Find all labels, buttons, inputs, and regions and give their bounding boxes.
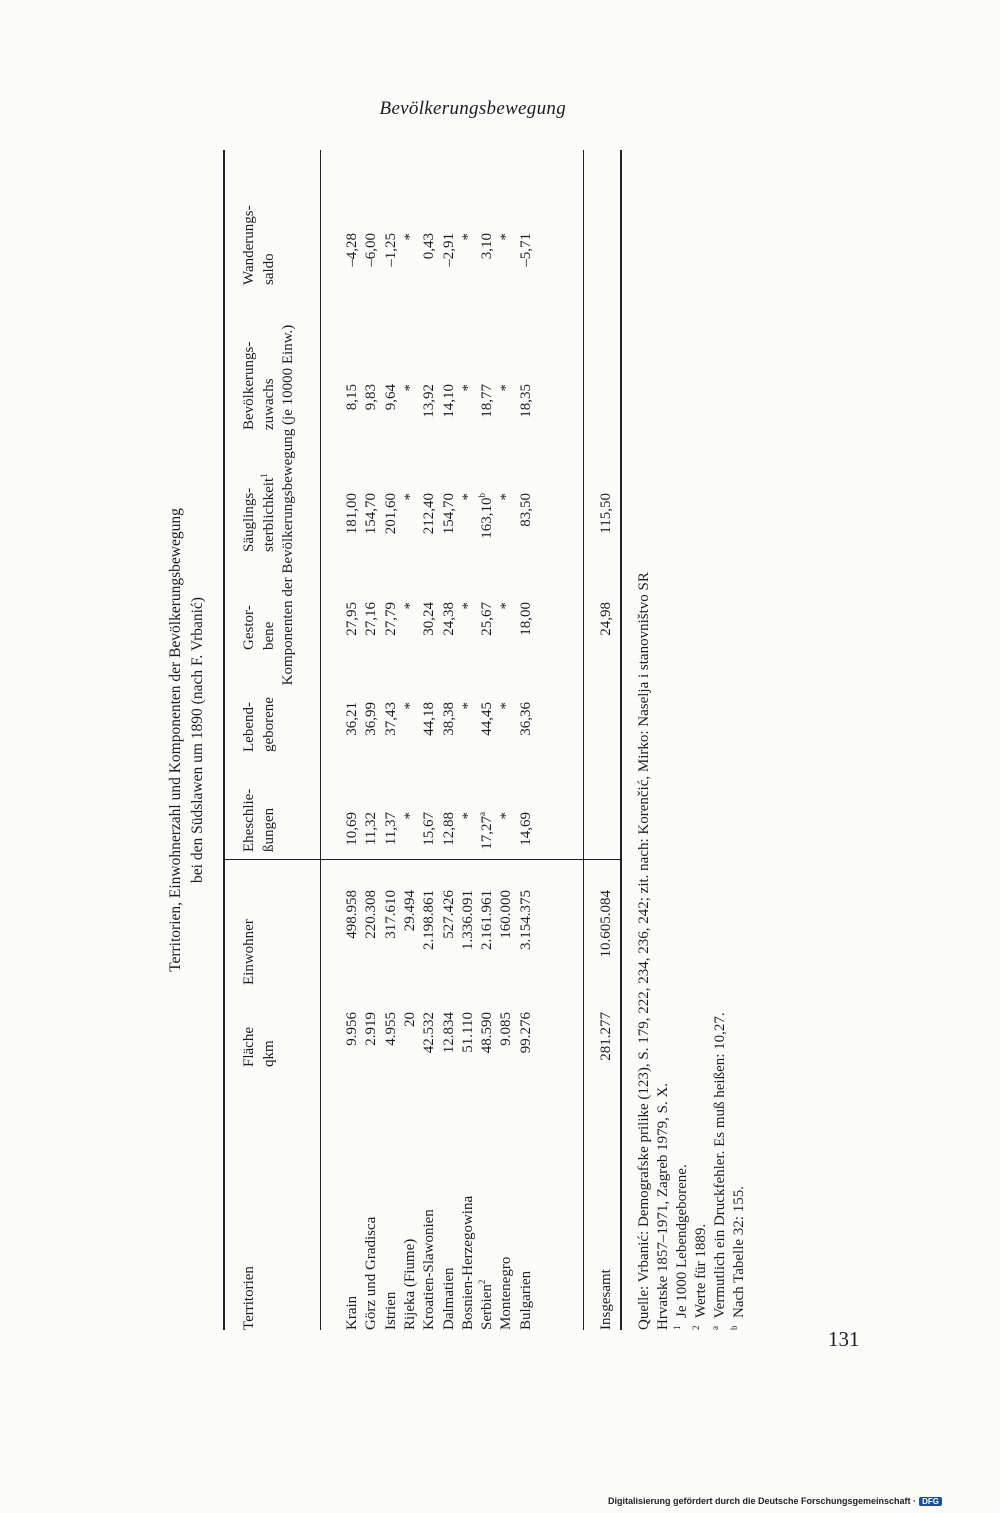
- cell-value: 9.956: [344, 1012, 360, 1046]
- cell-wand: [497, 233, 516, 320]
- cell-ehe: [401, 812, 420, 860]
- cell-einwohner: [478, 890, 497, 1000]
- cell-value: 36,99: [363, 702, 380, 736]
- footnote-mark: 2: [477, 1279, 488, 1285]
- cell-saeug: [382, 493, 401, 560]
- cell-value: 12.834: [440, 1012, 457, 1054]
- cell-value: 12,88: [440, 812, 457, 846]
- cell-flaeche: [497, 1012, 516, 1080]
- cell-ehe: [478, 812, 497, 860]
- header-gest-line2: bene: [261, 621, 277, 650]
- row-label: [440, 1268, 459, 1330]
- row-label: [517, 1271, 536, 1330]
- cell-value: 51.110: [459, 1012, 476, 1053]
- cell-value: –4,28: [344, 233, 360, 267]
- cell-gest: [459, 602, 478, 660]
- cell-wand: [459, 233, 478, 320]
- cell-value: 27,79: [382, 602, 399, 636]
- cell-value: 0,43: [421, 233, 438, 260]
- cell-gest: [420, 602, 439, 660]
- cell-einwohner: [382, 890, 401, 1000]
- running-head: Bevölkerungsbewegung: [379, 98, 566, 119]
- cell-value: 17,27: [479, 816, 496, 850]
- cell-saeug: [497, 493, 516, 560]
- cell-value: 154,70: [440, 493, 457, 535]
- cell-ehe: [459, 812, 478, 860]
- footnote-b: [730, 150, 749, 1330]
- row-label-text: Kroatien-Slawonien: [421, 1209, 438, 1330]
- cell-value: –1,25: [382, 233, 399, 267]
- footnote-b-text: Nach Tabelle 32: 155.: [731, 1186, 747, 1318]
- header-gest-line1: Gestor-: [241, 605, 257, 650]
- cell-value: 154,70: [363, 493, 380, 535]
- cell-value: 44,18: [421, 702, 438, 736]
- cell-gest: [517, 602, 536, 660]
- cell-einwohner: [459, 890, 478, 1000]
- row-label: [459, 1196, 478, 1330]
- cell-einwohner: [517, 890, 536, 1000]
- cell-zuw: [362, 384, 381, 450]
- footnote-1: [673, 150, 692, 1330]
- cell-ehe: [497, 812, 516, 860]
- header-territorien: Territorien: [241, 1266, 257, 1330]
- cell-value: 11,37: [382, 812, 399, 846]
- cell-gest: [497, 602, 516, 660]
- cell-value: 14,10: [440, 384, 457, 418]
- cell-value: 14,69: [517, 812, 534, 846]
- cell-leb: [420, 702, 439, 760]
- cell-gest: [440, 602, 459, 660]
- cell-value: 1.336.091: [459, 890, 476, 950]
- cell-saeug: [343, 493, 362, 560]
- row-label: [343, 1296, 362, 1330]
- dfg-logo: DFG: [919, 1497, 942, 1506]
- cell-value: 24,38: [440, 602, 457, 636]
- cell-value: *: [459, 602, 476, 610]
- cell-value: 201,60: [382, 493, 399, 535]
- cell-einwohner: [343, 890, 362, 1000]
- cell-value: 3,10: [479, 233, 496, 260]
- row-label-text: Bosnien-Herzegowina: [459, 1195, 476, 1330]
- header-ehe: [239, 789, 279, 852]
- row-label: [478, 1280, 497, 1330]
- cell-value: 15,67: [421, 812, 438, 846]
- cell-value: 37,43: [382, 702, 399, 736]
- cell-zuw: [459, 384, 478, 450]
- cell-value: *: [401, 233, 418, 241]
- cell-flaeche: [401, 1012, 420, 1080]
- header-gest: [239, 605, 279, 650]
- header-zuw-line1: Bevölkerungs-: [241, 341, 257, 430]
- cell-value: 8,15: [344, 384, 360, 411]
- cell-saeug: [459, 493, 478, 560]
- row-label: [362, 1217, 381, 1330]
- digitization-credit-text: Digitalisierung gefördert durch die Deutsche Forschungsgemeinschaft ·: [608, 1496, 917, 1506]
- cell-value: *: [401, 812, 418, 820]
- cell-leb: [459, 702, 478, 760]
- header-flaeche: [239, 1027, 279, 1067]
- footnote-2: [692, 150, 711, 1330]
- cell-value: 38,38: [440, 702, 457, 736]
- table-notes: [635, 150, 749, 1330]
- header-column-divider: [223, 859, 320, 860]
- cell-value: 9,64: [382, 384, 399, 411]
- header-zuw: [239, 342, 279, 430]
- cell-zuw: [440, 384, 459, 450]
- header-flaeche-line1: Fläche: [241, 1027, 257, 1067]
- row-label: [401, 1239, 420, 1330]
- cell-value: 44,45: [479, 702, 496, 736]
- digitization-credit: [608, 1496, 942, 1506]
- cell-wand: [478, 233, 497, 320]
- cell-value: 13,92: [421, 384, 438, 418]
- cell-value: *: [459, 384, 476, 392]
- cell-flaeche: [440, 1012, 459, 1080]
- cell-wand: [420, 233, 439, 320]
- footnote-a-text: Vermutlich ein Druckfehler. Es muß heißen: 10,27.: [712, 1012, 728, 1319]
- cell-value: *: [401, 702, 418, 710]
- cell-value: 2.161.961: [479, 890, 496, 950]
- header-wand-line2: saldo: [261, 253, 277, 285]
- cell-wand: [440, 233, 459, 320]
- cell-value: 2.198.861: [421, 890, 438, 950]
- top-rule: [223, 150, 225, 1330]
- total-rule: [583, 150, 584, 1330]
- cell-value: 48.590: [479, 1012, 496, 1054]
- header-einwohner: Einwohner: [241, 919, 257, 985]
- header-zuw-line2: zuwachs: [261, 378, 277, 430]
- cell-zuw: [382, 384, 401, 450]
- cell-gest: [478, 602, 497, 660]
- header-leb-line1: Lebend-: [241, 702, 257, 752]
- cell-value: *: [401, 493, 418, 501]
- footnote-a-mark: a: [710, 1326, 720, 1330]
- cell-leb: [517, 702, 536, 760]
- cell-zuw: [343, 384, 362, 450]
- source-line-2: Hrvatske 1857–1971, Zagreb 1979, S. X.: [655, 1082, 671, 1330]
- cell-value: *: [498, 602, 515, 610]
- row-label: [382, 1292, 401, 1330]
- cell-zuw: [497, 384, 516, 450]
- cell-leb: [343, 702, 362, 760]
- cell-value: 18,35: [517, 384, 534, 418]
- cell-zuw: [517, 384, 536, 450]
- header-saeug-footnote-mark: 1: [259, 473, 269, 478]
- cell-value: 498.958: [344, 890, 360, 939]
- cell-saeug: [420, 493, 439, 560]
- cell-wand: [362, 233, 381, 320]
- cell-einwohner: [401, 890, 420, 1000]
- cell-wand: [382, 233, 401, 320]
- cell-zuw: [420, 384, 439, 450]
- cell-value: 10,69: [344, 812, 360, 846]
- cell-saeug: [517, 493, 536, 560]
- rotated-table-block: [165, 150, 815, 1330]
- header-leb: [239, 697, 279, 752]
- total-gest: 24,98: [598, 602, 614, 636]
- footnote-2-text: Werte für 1889.: [693, 1223, 709, 1318]
- cell-value: 3.154.375: [517, 890, 534, 950]
- cell-saeug: [440, 493, 459, 560]
- title-line-1: Territorien, Einwohnerzahl und Komponenten der Bevölkerungsbewegung: [167, 508, 184, 972]
- cell-saeug: [362, 493, 381, 560]
- cell-einwohner: [497, 890, 516, 1000]
- cell-value: 18,00: [517, 602, 534, 636]
- cell-value: 27,16: [363, 602, 380, 636]
- cell-value: –2,91: [440, 233, 457, 267]
- footnote-b-mark: b: [729, 1325, 739, 1330]
- header-komponenten: Komponenten der Bevölkerungsbewegung (je 10000 Einw.): [280, 324, 296, 686]
- header-saeug-line2: [259, 473, 279, 552]
- source-line-1: Quelle: Vrbanić: Demografske prilike (123), S. 179, 222, 234, 236, 242; zit. nach: Korenčić, Mirko: Naselja i stanovništvo SR: [636, 572, 652, 1330]
- cell-ehe: [420, 812, 439, 860]
- header-ehe-line2: ßungen: [261, 807, 277, 852]
- cell-einwohner: [440, 890, 459, 1000]
- row-label-text: Bulgarien: [517, 1270, 534, 1330]
- cell-saeug: [478, 493, 497, 560]
- cell-gest: [401, 602, 420, 660]
- cell-value: *: [401, 602, 418, 610]
- cell-value: *: [459, 233, 476, 241]
- header-saeug-line1: Säuglings-: [241, 487, 257, 552]
- cell-value: –5,71: [517, 233, 534, 267]
- row-label-text: Montenegro: [498, 1256, 515, 1330]
- cell-value: 9,83: [363, 384, 380, 411]
- footnote-mark: b: [477, 493, 488, 498]
- cell-value: *: [459, 493, 476, 501]
- header-leb-line2: geborene: [261, 697, 277, 752]
- cell-saeug: [401, 493, 420, 560]
- cell-value: 181,00: [344, 493, 360, 535]
- cell-value: 220.308: [363, 890, 380, 939]
- table-title: [165, 150, 209, 1330]
- cell-zuw: [478, 384, 497, 450]
- cell-value: 36,36: [517, 702, 534, 736]
- cell-value: *: [498, 493, 515, 501]
- footnote-2-mark: 2: [691, 1325, 701, 1330]
- cell-einwohner: [420, 890, 439, 1000]
- cell-leb: [478, 702, 497, 760]
- cell-leb: [440, 702, 459, 760]
- cell-value: 527.426: [440, 890, 457, 939]
- total-einwohner: 10.605.084: [598, 890, 614, 958]
- cell-value: 212,40: [421, 493, 438, 535]
- cell-value: 163,10: [479, 497, 496, 539]
- total-saeug: 115,50: [598, 493, 614, 534]
- header-ehe-line1: Eheschlie-: [241, 788, 257, 852]
- cell-flaeche: [382, 1012, 401, 1080]
- total-flaeche: 281.277: [598, 1012, 614, 1061]
- cell-value: 99.276: [517, 1012, 534, 1054]
- footnote-mark: a: [477, 812, 488, 816]
- cell-leb: [401, 702, 420, 760]
- cell-leb: [362, 702, 381, 760]
- cell-ehe: [440, 812, 459, 860]
- title-line-2: bei den Südslawen um 1890 (nach F. Vrbanić): [189, 597, 206, 883]
- header-wand-line1: Wanderungs-: [241, 205, 257, 285]
- cell-value: 29.494: [401, 890, 418, 932]
- cell-value: 42.532: [421, 1012, 438, 1054]
- cell-gest: [343, 602, 362, 660]
- cell-value: *: [498, 702, 515, 710]
- cell-value: *: [498, 233, 515, 241]
- row-label-text: Rijeka (Fiume): [401, 1238, 418, 1330]
- cell-value: 9.085: [498, 1012, 515, 1046]
- cell-flaeche: [517, 1012, 536, 1080]
- row-label-text: Görz und Gradisca: [363, 1216, 380, 1330]
- row-label: [497, 1257, 516, 1330]
- cell-wand: [517, 233, 536, 320]
- cell-value: 36,21: [344, 702, 360, 736]
- cell-value: –6,00: [363, 233, 380, 267]
- cell-ehe: [382, 812, 401, 860]
- cell-flaeche: [459, 1012, 478, 1080]
- cell-value: *: [459, 702, 476, 710]
- cell-value: 317.610: [382, 890, 399, 939]
- row-label-text: Serbien: [479, 1284, 496, 1330]
- row-label-text: Istrien: [382, 1291, 399, 1330]
- cell-wand: [343, 233, 362, 320]
- cell-gest: [382, 602, 401, 660]
- row-label-text: Dalmatien: [440, 1267, 457, 1330]
- footnote-1-text: Je 1000 Lebendgeborene.: [674, 1164, 690, 1318]
- cell-value: 25,67: [479, 602, 496, 636]
- cell-leb: [382, 702, 401, 760]
- header-rule: [320, 150, 321, 1330]
- cell-value: 18,77: [479, 384, 496, 418]
- cell-value: *: [401, 384, 418, 392]
- header-flaeche-line2: qkm: [261, 1040, 277, 1067]
- total-label: Insgesamt: [598, 1269, 614, 1330]
- cell-wand: [401, 233, 420, 320]
- cell-leb: [497, 702, 516, 760]
- cell-value: 160.000: [498, 890, 515, 939]
- cell-flaeche: [362, 1012, 381, 1080]
- cell-value: 27,95: [344, 602, 360, 636]
- header-saeug: [239, 473, 279, 552]
- cell-value: 2.919: [363, 1012, 380, 1046]
- cell-flaeche: [343, 1012, 362, 1080]
- header-wand: [239, 205, 279, 285]
- cell-value: *: [498, 812, 515, 820]
- cell-value: 4.955: [382, 1012, 399, 1046]
- cell-zuw: [401, 384, 420, 450]
- row-label: [420, 1209, 439, 1330]
- header-saeug-text: sterblichkeit: [261, 477, 277, 552]
- footnote-a: [711, 150, 730, 1330]
- cell-ehe: [517, 812, 536, 860]
- cell-ehe: [343, 812, 362, 860]
- cell-value: *: [459, 812, 476, 820]
- cell-value: 30,24: [421, 602, 438, 636]
- page-number: 131: [828, 1327, 860, 1351]
- cell-flaeche: [478, 1012, 497, 1080]
- row-label-text: Krain: [344, 1295, 360, 1330]
- cell-einwohner: [362, 890, 381, 1000]
- cell-value: 20: [401, 1012, 418, 1027]
- cell-flaeche: [420, 1012, 439, 1080]
- cell-ehe: [362, 812, 381, 860]
- cell-value: *: [498, 384, 515, 392]
- cell-value: 11,32: [363, 812, 380, 846]
- footnote-1-mark: 1: [672, 1325, 682, 1330]
- bottom-rule: [620, 150, 622, 1330]
- cell-value: 83,50: [517, 493, 534, 527]
- cell-gest: [362, 602, 381, 660]
